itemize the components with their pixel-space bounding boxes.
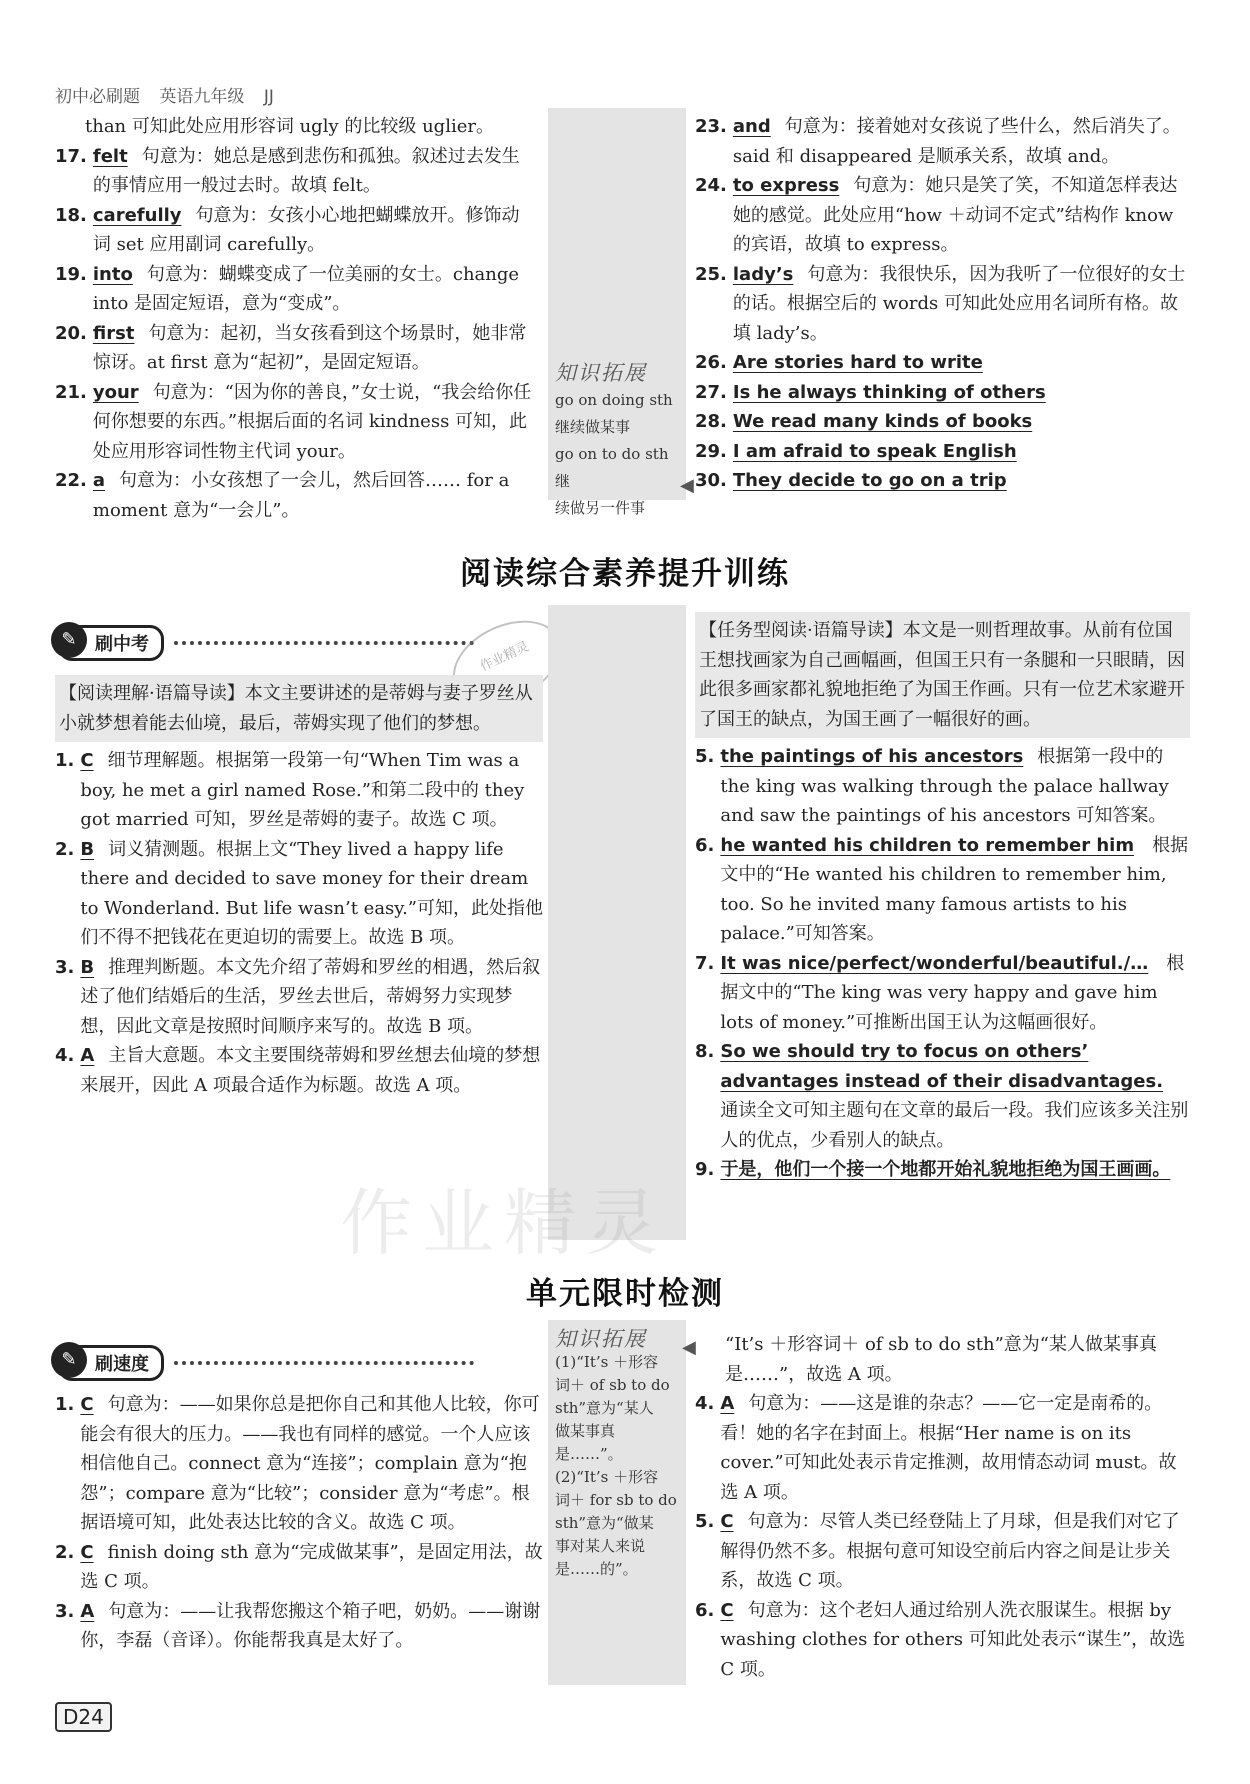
answer-item [55,201,535,260]
answer-item [55,1390,543,1538]
page-number: D24 [55,1702,112,1732]
note-line: (2)“It’s ＋形容 [555,1468,659,1486]
answer-item [55,1597,543,1656]
item-answer: I am afraid to speak English [732,440,1017,462]
item-answer: your [92,381,139,403]
item-explanation: 句意为：——让我帮您搬这个箱子吧，奶奶。——谢谢你，李磊（音译）。你能帮我真是太好了。 [80,1600,541,1651]
badge-label: 刷中考 [95,634,149,655]
item-body [720,1596,1190,1685]
header-edition: JJ [263,87,274,107]
answer-item [695,1389,1190,1507]
answer-item [695,260,1190,349]
item-number: 6. [695,1599,715,1621]
bottom-left-column [55,1390,543,1656]
item-explanation: 句意为：——如果你总是把你自己和其他人比较，你可能会有很大的压力。——我也有同样的感觉。一个人应该相信他自己。connect 意为“连接”；complain 意为“抱怨”；compare 意为“比较”；consider 意为“考虑”。根据语境可知，此处表达比较的含义。故选 C 项。 [80,1394,540,1533]
item-number: 4. [695,1393,715,1414]
item-number: 28. [695,411,727,432]
item-explanation: 根据第一段中的 the king was walking through the palace hallway and saw the paintings of his ancestors 可知答案。 [720,746,1169,826]
item-number: 17. [55,145,87,167]
note-line: 词＋ of sb to do [555,1376,670,1394]
section-title: 阅读综合素养提升训练 [460,556,790,592]
item-answer: a [92,470,106,491]
item-explanation: 句意为：小女孩想了一会儿，然后回答…… for a moment 意为“一会儿”。 [92,470,510,521]
answer-item [695,378,1190,408]
item-answer: C [720,1511,734,1532]
item-answer: he wanted his children to remember him [720,834,1135,856]
item-answer: C [80,1541,94,1563]
item-body [93,466,535,525]
item-number: 1. [55,1394,75,1415]
arrow-icon: ◀ [680,475,694,496]
note-line: 继续做某事 [555,418,631,436]
item-body [733,378,1190,408]
item-body [720,1037,1190,1155]
item-explanation: 根据文中的“He wanted his children to remember him, too. So he invited many famous artists to his palace.”可知答案。 [720,834,1189,944]
item-answer: into [92,263,133,285]
item-number: 3. [55,956,75,978]
item-number: 2. [55,1541,75,1563]
note-line: 是……的”。 [555,1560,638,1578]
item-answer: C [80,1394,94,1415]
dotted-divider [174,641,474,645]
item-number: 1. [55,750,75,771]
item-number: 9. [695,1159,715,1180]
item-body [733,260,1190,349]
item-explanation: 细节理解题。根据第一段第一句“When Tim was a boy, he met a girl named Rose.”和第二段中的 they got married 可知，罗丝是蒂姆的妻子。故选 C 项。 [80,750,525,830]
item-body [733,437,1190,467]
item-answer: C [80,750,94,771]
item-body [93,260,535,319]
item-body [733,171,1190,260]
arrow-icon: ◀ [682,1337,696,1358]
item-explanation: 句意为：这个老妇人通过给别人洗衣服谋生。根据 by washing clothes for others 可知此处表示“谋生”，故选 C 项。 [720,1599,1186,1680]
item-explanation: 句意为：蝴蝶变成了一位美丽的女士。change into 是固定短语，意为“变成”。 [92,263,520,314]
item-answer: So we should try to focus on others’ advantages instead of their disadvantages. [720,1041,1164,1092]
note-line: 事对某人来说 [555,1537,646,1555]
item-number: 18. [55,204,87,226]
item-number: 22. [55,470,87,491]
item-number: 21. [55,381,87,403]
item-body [80,1538,543,1597]
item-explanation: 句意为：“因为你的善良，”女士说，“我会给你任何你想要的东西。”根据后面的名词 kindness 可知，此处应用形容词性物主代词 your。 [92,381,532,462]
item-body [720,1507,1190,1596]
item-answer: B [80,838,95,860]
item-answer: 于是，他们一个接一个地都开始礼貌地拒绝为国王画画。 [720,1159,1171,1180]
reading-guide [55,675,543,742]
header-book: 初中必刷题 [55,87,140,107]
pen-icon: ✎ [51,622,87,658]
answer-item [55,746,543,835]
item-answer: A [720,1393,735,1414]
item-answer: They decide to go on a trip [732,470,1007,491]
knowledge-title: 知识拓展 [555,361,647,385]
item-number: 30. [695,470,727,491]
knowledge-note [555,1328,683,1581]
item-answer: the paintings of his ancestors [720,746,1024,767]
item-answer: lady’s [732,263,794,285]
note-line: go on to do sth 继 [555,445,669,490]
answer-item [695,949,1190,1038]
item-answer: A [80,1045,95,1066]
item-explanation: 句意为：女孩小心地把蝴蝶放开。修饰动词 set 应用副词 carefully。 [92,204,520,255]
item-number: 25. [695,263,727,285]
answer-item [55,1538,543,1597]
item-number: 19. [55,263,87,285]
stamp-text: 作业精灵 [477,639,532,675]
item-explanation: 主旨大意题。本文主要围绕蒂姆和罗丝想去仙境的梦想来展开，因此 A 项最合适作为标题。故选 A 项。 [80,1045,541,1096]
item-body [733,348,1190,378]
item-body [720,831,1190,949]
note-line: go on doing sth [555,391,673,409]
answer-item [695,1596,1190,1685]
item-number: 6. [695,834,715,856]
mid-right-column [695,612,1190,1185]
guide-text: 本文主要讲述的是蒂姆与妻子罗丝从小就梦想着能去仙境，最后，蒂姆实现了他们的梦想。 [59,683,533,734]
answer-item [695,407,1190,437]
item-explanation: 句意为：我很快乐，因为我听了一位很好的女士的话。根据空后的 words 可知此处应用名词所有格。故填 lady’s。 [732,263,1186,344]
item-number: 29. [695,440,727,462]
item-answer: B [80,956,95,978]
item-body [80,746,543,835]
mid-left-column [55,675,543,1100]
item-number: 5. [695,746,715,767]
item-body [80,835,543,953]
answer-item [695,1507,1190,1596]
item-number: 26. [695,352,727,373]
knowledge-note [555,360,683,522]
note-line: 词＋ for sb to do [555,1491,677,1509]
item-body [93,378,535,467]
item-body [80,1390,543,1538]
answer-item [695,171,1190,260]
continuation-text: “It’s ＋形容词＋ of sb to do sth”意为“某人做某事真是……”，故选 A 项。 [725,1334,1157,1385]
top-right-column [695,112,1190,496]
gray-strip [548,605,686,1240]
item-body [80,1041,543,1100]
item-number: 2. [55,838,75,860]
item-body [80,1597,543,1656]
item-explanation: 句意为：她总是感到悲伤和孤独。叙述过去发生的事情应用一般过去时。故填 felt。 [92,145,520,196]
top-left-column [55,112,535,525]
guide-label: 【任务型阅读·语篇导读】 [699,620,903,641]
item-body [733,466,1190,496]
answer-item [55,260,535,319]
item-answer: C [720,1599,734,1621]
item-number: 4. [55,1045,75,1066]
speed-badge [58,1345,474,1381]
answer-item [55,835,543,953]
item-answer: carefully [92,204,182,226]
bottom-right-column [695,1330,1190,1684]
watermark: 作业精灵 [340,1181,669,1265]
note-line: 做某事真 [555,1422,616,1440]
answer-item [695,348,1190,378]
item-body [93,201,535,260]
answer-item [695,1155,1190,1185]
continuation-text: than 可知此处应用形容词 ugly 的比较级 uglier。 [85,116,494,137]
item-answer: Are stories hard to write [732,352,983,373]
item-body [720,949,1190,1038]
item-explanation: 通读全文可知主题句在文章的最后一段。我们应该多关注别人的优点，少看别人的缺点。 [720,1100,1189,1151]
item-explanation: 句意为：起初，当女孩看到这个场景时，她非常惊讶。at first 意为“起初”，是固定短语。 [92,322,527,373]
answer-item [55,466,535,525]
answer-item [55,142,535,201]
item-explanation: 推理判断题。本文先介绍了蒂姆和罗丝的相遇，然后叙述了他们结婚后的生活，罗丝去世后，蒂姆努力实现梦想，因此文章是按照时间顺序来写的。故选 B 项。 [80,956,541,1037]
dotted-divider [174,1361,474,1365]
guide-label: 【阅读理解·语篇导读】 [59,683,245,704]
answer-item [695,742,1190,831]
item-body [80,953,543,1042]
item-explanation: 词义猜测题。根据上文“They lived a happy life there and decided to save money for their dream to Wonderland. But life wasn’t easy.”可知，此处指他们不得不把钱花在更迫切的需要上。故选 B 项。 [80,838,543,948]
answer-item [695,831,1190,949]
item-explanation: finish doing sth 意为“完成做某事”，是固定用法，故选 C 项。 [80,1541,543,1592]
page-header [55,82,288,107]
item-explanation: 句意为：她只是笑了笑，不知道怎样表达她的感觉。此处应用“how ＋动词不定式”结构作 know 的宾语，故填 to express。 [732,175,1178,255]
answer-item [55,1041,543,1100]
note-line: (1)“It’s ＋形容 [555,1353,659,1371]
item-body [733,112,1190,171]
item-answer: A [80,1600,95,1622]
item-answer: felt [92,145,128,167]
item-body [733,407,1190,437]
pen-icon: ✎ [51,1342,87,1378]
task-guide [695,612,1190,738]
item-answer: to express [732,175,840,196]
exam-badge [58,625,474,661]
item-answer: and [732,116,771,137]
badge-label: 刷速度 [95,1354,149,1375]
item-number: 8. [695,1041,715,1062]
note-line: sth”意为“某人 [555,1399,654,1417]
item-body [720,1389,1190,1507]
answer-item [55,953,543,1042]
item-body [93,142,535,201]
item-answer: first [92,322,135,344]
answer-item [695,437,1190,467]
item-number: 24. [695,175,727,196]
item-answer: Is he always thinking of others [732,381,1046,403]
item-answer: It was nice/perfect/wonderful/beautiful./… [720,952,1149,974]
section-title: 单元限时检测 [526,1276,724,1312]
item-number: 5. [695,1511,715,1532]
answer-item [55,378,535,467]
item-number: 27. [695,381,727,403]
header-subject: 英语九年级 [159,87,245,107]
item-answer: We read many kinds of books [732,411,1033,432]
item-number: 7. [695,952,715,974]
knowledge-title: 知识拓展 [555,1327,647,1351]
item-explanation: 句意为：尽管人类已经登陆上了月球，但是我们对它了解得仍然不多。根据句意可知设空前后内容之间是让步关系，故选 C 项。 [720,1511,1180,1591]
item-number: 20. [55,322,87,344]
item-explanation: 根据文中的“The king was very happy and gave him lots of money.”可推断出国王认为这幅画很好。 [720,952,1185,1033]
item-body [720,1155,1190,1185]
item-explanation: 句意为：接着她对女孩说了些什么，然后消失了。said 和 disappeared 是顺承关系，故填 and。 [732,116,1181,167]
answer-item [695,112,1190,171]
item-number: 3. [55,1600,75,1622]
answer-item [695,1037,1190,1155]
guide-text: 本文是一则哲理故事。从前有位国王想找画家为自己画幅画，但国王只有一条腿和一只眼睛，因此很多画家都礼貌地拒绝了为国王作画。只有一位艺术家避开了国王的缺点，为国王画了一幅很好的画。 [699,620,1185,730]
note-line: 是……”。 [555,1445,623,1463]
answer-item [55,319,535,378]
item-body [720,742,1190,831]
item-body [93,319,535,378]
note-line: 续做另一件事 [555,499,646,517]
item-explanation: 句意为：——这是谁的杂志？——它一定是南希的。看！她的名字在封面上。根据“Her name is on its cover.”可知此处表示肯定推测，故用情态动词 must。故选 A 项。 [720,1393,1177,1503]
answer-item [695,466,1190,496]
item-number: 23. [695,116,727,137]
note-line: sth”意为“做某 [555,1514,654,1532]
